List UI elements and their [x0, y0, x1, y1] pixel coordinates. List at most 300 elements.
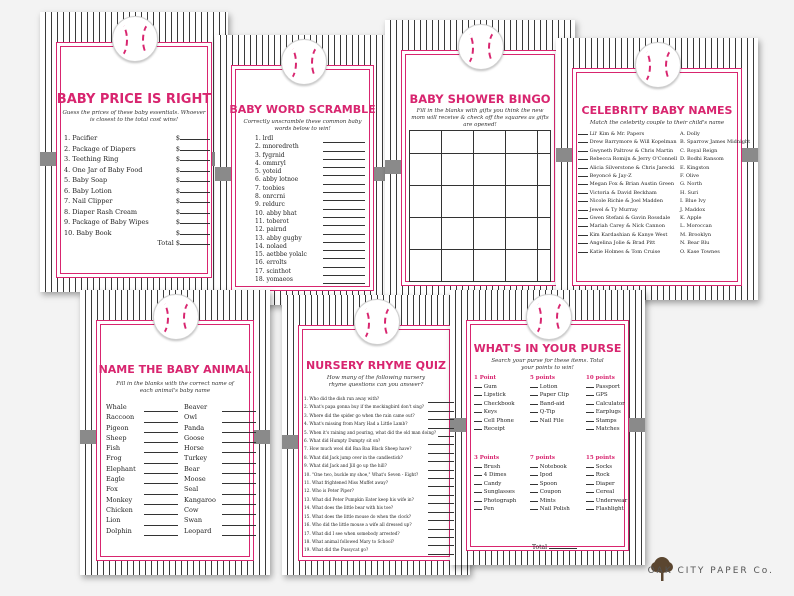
- couple-name: Rebecca Romijn & Jerry O'Connell: [589, 156, 678, 163]
- list-item: [184, 495, 256, 505]
- couple-name: Beyoncé & Jay-Z: [589, 173, 632, 180]
- answer-blank: [530, 412, 538, 413]
- list-item: [106, 402, 178, 412]
- scramble-word: 6. abby lotnoe: [255, 176, 299, 184]
- currency-sign: $: [175, 144, 180, 153]
- quiz-question: 8. What did Jack jump over in the candlestick?: [304, 454, 403, 460]
- card-title: CELEBRITY BABY NAMES: [581, 104, 733, 117]
- list-item: [304, 487, 454, 495]
- couple-name: Lil' Kim & Mr. Papers: [589, 131, 645, 137]
- child-name: F. Olive: [680, 173, 699, 180]
- purse-item: Receipt: [483, 426, 505, 432]
- answer-blank: [222, 484, 256, 494]
- total-row: [64, 238, 210, 249]
- animal-list-left: [106, 402, 178, 536]
- answer-blank: [323, 218, 365, 226]
- answer-blank: [222, 526, 256, 536]
- answer-blank: [323, 251, 365, 259]
- answer-blank: [144, 412, 178, 422]
- purse-item: Cell Phone: [483, 417, 514, 424]
- purse-item: Stamps: [595, 417, 617, 424]
- scramble-word: 12. pairnd: [255, 226, 287, 234]
- scramble-word: 14. nolaed: [255, 242, 287, 250]
- card-title: BABY SHOWER BINGO: [409, 92, 551, 106]
- quiz-question: 4. What's missing from Mary Had a Little Lamb?: [304, 421, 408, 427]
- answer-blank: [428, 513, 454, 521]
- list-item: [304, 546, 454, 554]
- list-item: [578, 206, 688, 214]
- item-label: 6. Baby Lotion: [64, 186, 112, 195]
- answer-blank: [428, 521, 454, 529]
- list-item: [304, 496, 454, 504]
- answer-blank: [530, 421, 538, 422]
- list-item: [578, 138, 688, 146]
- list-item: [64, 175, 210, 186]
- list-item: [184, 402, 256, 412]
- point-group: [530, 454, 570, 514]
- list-item: [106, 412, 178, 422]
- answer-blank: [578, 134, 588, 135]
- list-item: [255, 201, 365, 209]
- answer-blank: [530, 395, 538, 396]
- list-item: [184, 412, 256, 422]
- list-item: [304, 395, 454, 403]
- brand-logo: OAK CITY PAPER Co.: [647, 566, 774, 576]
- answer-blank: [474, 412, 482, 413]
- purse-item: 4 Dimes: [483, 472, 507, 478]
- list-item: [586, 497, 627, 506]
- answer-blank: [474, 492, 482, 493]
- price-field: [176, 144, 210, 155]
- animal-list-right: [184, 402, 256, 536]
- list-item: [474, 408, 515, 417]
- answer-blank: [222, 505, 256, 515]
- currency-sign: $: [175, 218, 180, 226]
- list-item: [255, 259, 365, 267]
- child-name: O. Kase Townes: [680, 248, 720, 255]
- list-item: [474, 400, 515, 409]
- purse-item: GPS: [595, 392, 608, 398]
- scramble-word: 4. ommryl: [255, 159, 286, 167]
- list-item: [474, 497, 516, 506]
- answer-blank: [323, 235, 365, 243]
- answer-blank: [180, 223, 210, 224]
- animal-name: Owl: [184, 413, 197, 422]
- list-item: [578, 197, 688, 205]
- list-item: [106, 484, 178, 494]
- answer-blank: [530, 475, 538, 476]
- list-item: [255, 168, 365, 176]
- list-item: [255, 160, 365, 168]
- purse-item: Diaper: [595, 480, 615, 487]
- scramble-word: 10. abby bhat: [255, 209, 297, 217]
- item-label: 7. Nail Clipper: [64, 197, 113, 205]
- purse-item: Gum: [483, 383, 497, 390]
- quiz-question: 12. Who is Peter Piper?: [304, 488, 354, 494]
- purse-item: Socks: [595, 463, 613, 470]
- animal-name: Swan: [184, 516, 203, 525]
- animal-name: Moose: [184, 475, 206, 484]
- purse-item: Nail Polish: [539, 506, 570, 512]
- animal-name: Leopard: [184, 526, 212, 535]
- list-item: [64, 144, 210, 155]
- item-label: 10. Baby Book: [64, 228, 112, 237]
- list-item: [106, 443, 178, 453]
- answer-blank: [144, 474, 178, 484]
- scramble-word: 8. onrcrni: [255, 193, 285, 201]
- animal-name: Bear: [184, 464, 200, 473]
- answer-blank: [586, 484, 594, 485]
- quiz-question: 7. How much wool did Baa Baa Black Sheep have?: [304, 446, 412, 452]
- animal-name: Eagle: [106, 475, 125, 484]
- point-group-title: 10 points: [586, 375, 615, 381]
- couple-name: Kim Kardashian & Kanye West: [589, 231, 668, 238]
- list-item: [255, 243, 365, 251]
- answer-blank: [578, 168, 588, 169]
- point-group: [474, 374, 515, 434]
- list-item: [530, 463, 570, 472]
- list-item: [530, 417, 569, 426]
- list-item: [586, 480, 627, 489]
- answer-blank: [222, 443, 256, 453]
- list-item: [474, 425, 515, 434]
- list-item: [255, 218, 365, 226]
- quiz-question: 17. What did I see when somebody arrested?: [304, 530, 400, 536]
- price-field: [176, 133, 210, 144]
- answer-blank: [428, 538, 454, 546]
- answer-blank: [474, 404, 482, 405]
- purse-item: Lotion: [539, 383, 558, 390]
- price-field: [176, 196, 210, 207]
- item-list: [64, 133, 210, 249]
- answer-blank: [474, 421, 482, 422]
- list-item: [304, 437, 454, 445]
- answer-blank: [222, 423, 256, 433]
- answer-blank: [428, 471, 454, 479]
- list-item: [106, 515, 178, 525]
- quiz-question: 19. What did the Pussycat go?: [304, 547, 369, 553]
- answer-blank: [474, 475, 482, 476]
- answer-blank: [222, 402, 256, 412]
- purse-item: Lipstick: [483, 392, 506, 398]
- price-field: [176, 165, 210, 176]
- card-title: BABY WORD SCRAMBLE: [229, 103, 376, 116]
- purse-item: Checkbook: [483, 400, 515, 407]
- list-item: [64, 186, 210, 197]
- answer-blank: [180, 139, 210, 140]
- list-item: [586, 400, 625, 409]
- answer-blank: [586, 387, 594, 388]
- couple-name: Drew Barrymore & Will Kopelman: [589, 139, 677, 146]
- answer-blank: [323, 210, 365, 218]
- list-item: [578, 155, 688, 163]
- list-item: [578, 164, 688, 172]
- item-label: 9. Package of Baby Wipes: [64, 218, 149, 226]
- list-item: [184, 443, 256, 453]
- answer-blank: [144, 515, 178, 525]
- list-item: [64, 165, 210, 176]
- answer-blank: [144, 402, 178, 412]
- quiz-question: 13. What did Peter Pumpkin Eater keep his wife in?: [304, 496, 414, 502]
- couple-name: Alicia Silverstone & Chris Jarecki: [589, 164, 675, 171]
- couple-name: Gwen Stefani & Gavin Rossdale: [589, 215, 671, 222]
- answer-blank: [530, 492, 538, 493]
- bingo-grid: [409, 130, 551, 282]
- answer-blank: [578, 142, 588, 143]
- list-item: [578, 180, 688, 188]
- purse-item: Flashlight: [595, 506, 624, 512]
- purse-item: Keys: [483, 409, 497, 415]
- purse-item: Rock: [595, 472, 610, 478]
- scramble-word: 2. mnoredreth: [255, 143, 299, 151]
- card-subtitle: Search your purse for these items. Total your points to win!: [491, 358, 604, 371]
- answer-blank: [323, 276, 365, 284]
- answer-blank: [428, 412, 454, 420]
- baseball-icon: [112, 16, 158, 62]
- answer-blank: [222, 474, 256, 484]
- currency-sign: $: [175, 186, 180, 195]
- list-item: [255, 226, 365, 234]
- purse-item: Q-Tip: [539, 409, 556, 415]
- answer-blank: [144, 484, 178, 494]
- couple-name: Nicole Richie & Joel Madden: [589, 198, 663, 205]
- answer-blank: [428, 437, 454, 445]
- list-item: [578, 222, 688, 230]
- answer-blank: [144, 443, 178, 453]
- list-item: [530, 383, 569, 392]
- scramble-word: 9. reldurc: [255, 201, 285, 209]
- list-item: [255, 210, 365, 218]
- list-item: [304, 412, 454, 420]
- list-item: [304, 420, 454, 428]
- animal-name: Goose: [184, 433, 205, 442]
- scramble-word: 5. yoteid: [255, 168, 282, 176]
- quiz-question: 6. What did Humpty Dumpty sit on?: [304, 438, 381, 444]
- answer-blank: [428, 487, 454, 495]
- purse-item: Band-aid: [539, 400, 565, 407]
- answer-blank: [323, 243, 365, 251]
- point-group-title: 7 points: [530, 455, 555, 461]
- answer-blank: [180, 150, 210, 151]
- card-title: BABY PRICE IS RIGHT: [56, 92, 212, 107]
- scramble-word: 11. toberot: [255, 217, 289, 225]
- item-label: 5. Baby Soap: [64, 176, 108, 184]
- scramble-word: 1. lrdl: [255, 135, 274, 142]
- list-item: [184, 474, 256, 484]
- answer-blank: [530, 509, 538, 510]
- answer-blank: [323, 226, 365, 234]
- list-item: [304, 538, 454, 546]
- purse-item: Passport: [595, 383, 620, 390]
- answer-blank: [578, 252, 588, 253]
- couple-name: Mariah Carey & Nick Cannon: [589, 223, 665, 230]
- list-item: [304, 504, 454, 512]
- purse-item: Ipod: [539, 472, 553, 478]
- answer-blank: [586, 475, 594, 476]
- answer-blank: [428, 496, 454, 504]
- purse-item: Matches: [595, 426, 620, 432]
- answer-blank: [530, 484, 538, 485]
- list-item: [255, 251, 365, 259]
- answer-blank: [428, 445, 454, 453]
- card-nursery-rhyme-quiz: [282, 295, 470, 575]
- answer-blank: [530, 404, 538, 405]
- list-item: [64, 196, 210, 207]
- answer-blank: [578, 176, 588, 177]
- purse-item: Pen: [483, 506, 495, 512]
- answer-blank: [474, 467, 482, 468]
- list-item: [184, 464, 256, 474]
- baseball-icon: [281, 39, 327, 85]
- couple-name: Victoria & David Beckham: [589, 189, 657, 196]
- answer-blank: [323, 193, 365, 201]
- total-blank: [549, 548, 577, 549]
- list-item: [578, 172, 688, 180]
- answer-blank: [144, 495, 178, 505]
- answer-blank: [222, 412, 256, 422]
- scramble-word: 13. abby gugby: [255, 234, 302, 242]
- answer-blank: [323, 201, 365, 209]
- item-label: 1. Pacifier: [64, 134, 98, 142]
- list-item: [304, 513, 454, 521]
- list-item: [64, 217, 210, 228]
- animal-name: Lion: [106, 516, 121, 525]
- point-group-title: 15 points: [586, 455, 615, 461]
- card-name-the-baby-animal: [80, 290, 270, 575]
- quiz-question: 11. What frightened Miss Muffet away?: [304, 480, 389, 486]
- price-field: [176, 228, 210, 239]
- item-label: 8. Diaper Rash Cream: [64, 207, 138, 216]
- card-bingo: [385, 20, 575, 300]
- scramble-word: 17. scinthot: [255, 267, 291, 275]
- list-item: [578, 130, 688, 138]
- price-field: [176, 186, 210, 197]
- card-subtitle: How many of the following nursery rhyme questions can you answer?: [326, 375, 426, 388]
- answer-blank: [180, 202, 210, 203]
- purse-item: Brush: [483, 463, 501, 470]
- couple-name: Gwyneth Paltrow & Chris Martin: [589, 147, 674, 154]
- list-item: [64, 154, 210, 165]
- scramble-word: 18. yomaeos: [255, 276, 293, 284]
- answer-blank: [530, 467, 538, 468]
- quiz-question: 10. "One two, buckle my shoe," What's Seven - Eight?: [304, 471, 419, 477]
- answer-blank: [180, 181, 210, 182]
- animal-name: Horse: [184, 444, 204, 453]
- answer-blank: [144, 526, 178, 536]
- list-item: [106, 495, 178, 505]
- animal-name: Elephant: [106, 464, 136, 473]
- answer-blank: [586, 492, 594, 493]
- point-group: [586, 374, 625, 434]
- answer-blank: [578, 210, 588, 211]
- couple-name: Megan Fox & Brian Austin Green: [589, 181, 675, 188]
- animal-name: Sheep: [106, 433, 127, 442]
- scramble-word: 16. errolts: [255, 259, 287, 267]
- child-name: B. Sparrow James Midnight: [680, 139, 751, 146]
- answer-blank: [323, 152, 365, 160]
- child-name: N. Bear Blu: [680, 240, 710, 247]
- list-item: [255, 235, 365, 243]
- currency-sign: $: [175, 239, 180, 247]
- animal-name: Frog: [106, 454, 122, 463]
- purse-item: Candy: [483, 480, 502, 487]
- quiz-question: 16. Who did the little mouse a wife all dressed up?: [304, 522, 412, 528]
- list-item: [474, 471, 516, 480]
- child-name: H. Suri: [680, 189, 699, 196]
- answer-blank: [530, 387, 538, 388]
- list-item: [586, 471, 627, 480]
- answer-blank: [578, 184, 588, 185]
- currency-sign: $: [175, 155, 180, 163]
- currency-sign: $: [175, 176, 180, 184]
- answer-blank: [180, 213, 210, 214]
- point-group: [530, 374, 569, 425]
- answer-blank: [323, 143, 365, 151]
- card-subtitle: Correctly unscramble these common baby words below to win!: [243, 119, 362, 132]
- answer-blank: [323, 268, 365, 276]
- child-name: J. Maddox: [680, 206, 706, 213]
- answer-blank: [530, 501, 538, 502]
- name-list: [680, 130, 750, 256]
- quiz-question: 18. What animal followed Mary to School?: [304, 538, 395, 544]
- couple-name: Jewel & Ty Murray: [589, 206, 638, 213]
- answer-blank: [578, 243, 588, 244]
- answer-blank: [578, 151, 588, 152]
- list-item: [64, 133, 210, 144]
- answer-blank: [428, 530, 454, 538]
- list-item: [304, 454, 454, 462]
- answer-blank: [222, 433, 256, 443]
- card-subtitle: Guess the prices of these baby essentials. Whoever is closest to the total cost wins!: [62, 110, 206, 123]
- answer-blank: [474, 395, 482, 396]
- answer-blank: [474, 509, 482, 510]
- answer-blank: [586, 404, 594, 405]
- animal-name: Turkey: [184, 454, 208, 463]
- list-item: [255, 193, 365, 201]
- answer-blank: [222, 515, 256, 525]
- item-list: [255, 135, 365, 284]
- card-title: NURSERY RHYME QUIZ: [306, 359, 446, 372]
- point-group-title: 1 Point: [474, 375, 497, 381]
- scramble-word: 7. toobies: [255, 184, 285, 192]
- list-item: [586, 425, 625, 434]
- answer-blank: [428, 403, 454, 411]
- list-item: [304, 429, 454, 437]
- scramble-word: 15. aetbbe yolalc: [255, 251, 307, 259]
- couple-name: Katie Holmes & Tom Cruise: [589, 248, 661, 255]
- quiz-question: 3. Where did the spider go when the rain came out?: [304, 412, 415, 418]
- list-item: [184, 526, 256, 536]
- list-item: [255, 143, 365, 151]
- answer-blank: [428, 454, 454, 462]
- answer-blank: [323, 160, 365, 168]
- baseball-icon: [458, 24, 504, 70]
- answer-blank: [144, 433, 178, 443]
- total-line: [532, 543, 577, 554]
- purse-item: Sunglasses: [483, 489, 515, 495]
- item-label: 4. One Jar of Baby Food: [64, 165, 143, 174]
- purse-item: Earplugs: [595, 409, 621, 415]
- list-item: [64, 228, 210, 239]
- answer-blank: [323, 168, 365, 176]
- purse-item: Underwear: [595, 497, 628, 504]
- list-item: [530, 505, 570, 514]
- price-field: [176, 217, 210, 228]
- list-item: [106, 474, 178, 484]
- purse-item: Nail File: [539, 417, 564, 424]
- answer-blank: [323, 176, 365, 184]
- item-label: 2. Package of Diapers: [64, 144, 136, 153]
